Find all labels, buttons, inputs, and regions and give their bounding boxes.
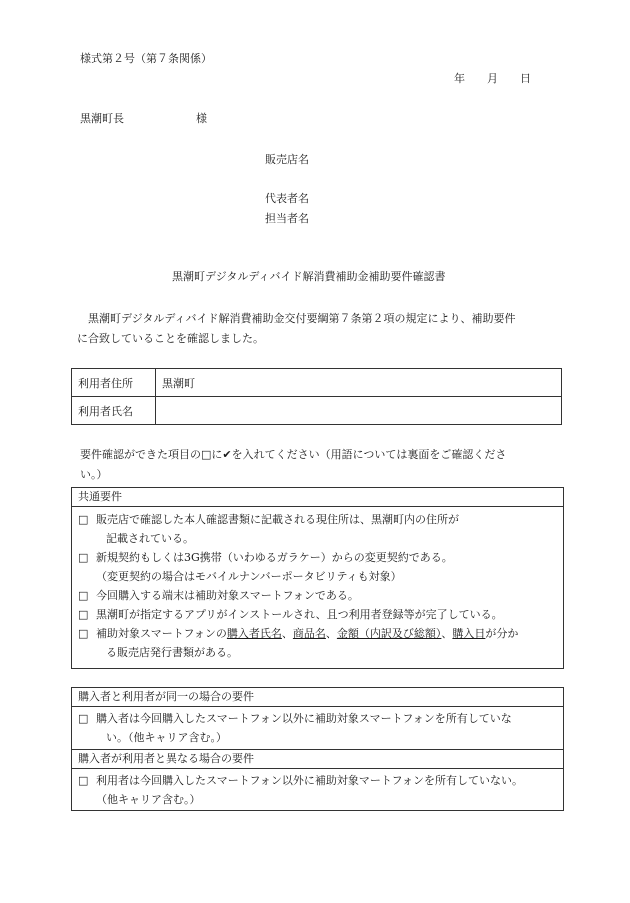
separator: 、 [281, 627, 293, 640]
requirement-text: 今回購入する端末は補助対象スマートフォンである。 [96, 589, 359, 602]
common-requirements-box [71, 487, 564, 669]
underlined-term: 商品名 [292, 627, 326, 640]
checkbox[interactable]: □ [78, 589, 89, 602]
user-info-table [71, 368, 562, 425]
address-row [72, 369, 562, 397]
instruction-line-1: 要件確認ができた項目の□に✔を入れてください（用語については裏面をご確認くださ [80, 448, 507, 461]
checkbox[interactable]: □ [78, 627, 89, 640]
form-number: 様式第２号（第７条関係） [80, 52, 212, 65]
requirement-note: （変更契約の場合はモバイルナンバーポータビリティも対象） [96, 570, 402, 583]
requirement-text: 販売店で確認した本人確認書類に記載される現住所は、黒潮町内の住所が [96, 513, 459, 526]
same-purchaser-heading: 購入者と利用者が同一の場合の要件 [78, 690, 254, 703]
name-field[interactable] [156, 397, 562, 425]
intro-line-2: に合致していることを確認しました。 [77, 332, 264, 345]
separator: 、 [441, 627, 453, 640]
requirement-text-cont: い。（他キャリア含む。） [106, 731, 227, 744]
requirement-text-cont: （他キャリア含む。） [96, 793, 201, 806]
requirement-item [72, 624, 563, 662]
common-requirements-heading: 共通要件 [78, 490, 122, 503]
date-line: 年 月 日 [454, 72, 531, 85]
representative-label: 代表者名 [265, 192, 309, 205]
name-row [72, 397, 562, 425]
requirement-text: 補助対象スマートフォンの [96, 627, 227, 640]
requirement-item [72, 605, 563, 624]
intro-line-1: 黒潮町デジタルディバイド解消費補助金交付要綱第７条第２項の規定により、補助要件 [88, 312, 516, 325]
name-label: 利用者氏名 [72, 397, 156, 425]
requirement-text: 利用者は今回購入したスマートフォン以外に補助対象マートフォンを所有していない。 [96, 774, 524, 787]
requirement-item [72, 510, 563, 548]
checkbox[interactable]: □ [78, 774, 89, 787]
requirement-item [72, 548, 563, 586]
requirement-item [72, 771, 563, 809]
requirement-item [72, 709, 563, 747]
requirement-text-cont: る販売店発行書類がある。 [106, 646, 238, 659]
different-purchaser-heading: 購入者が利用者と異なる場合の要件 [72, 749, 563, 768]
requirement-text: 黒潮町が指定するアプリがインストールされ、且つ利用者登録等が完了している。 [96, 608, 503, 621]
requirement-item [72, 586, 563, 605]
addressee-name: 黒潮町長 [80, 112, 124, 125]
checkbox[interactable]: □ [78, 513, 89, 526]
underlined-term: 購入日 [452, 627, 486, 640]
checkbox[interactable]: □ [78, 608, 89, 621]
checkbox[interactable]: □ [78, 551, 89, 564]
requirement-text-cont: 記載されている。 [106, 532, 194, 545]
staff-label: 担当者名 [265, 212, 309, 225]
address-field[interactable]: 黒潮町 [156, 369, 562, 397]
store-name-label: 販売店名 [265, 153, 309, 166]
purchaser-requirements-box [71, 687, 564, 811]
address-label: 利用者住所 [72, 369, 156, 397]
underlined-term: 金額（内訳及び総額） [336, 627, 442, 640]
separator: 、 [325, 627, 337, 640]
addressee-honorific: 様 [196, 112, 207, 125]
checkbox[interactable]: □ [78, 712, 89, 725]
underlined-term: 購入者氏名 [226, 627, 282, 640]
document-title: 黒潮町デジタルディバイド解消費補助金補助要件確認書 [172, 270, 446, 283]
requirement-text: が分か [485, 627, 519, 640]
requirement-text: 新規契約もしくは3G携帯（いわゆるガラケー）からの変更契約である。 [96, 551, 453, 564]
requirement-text: 購入者は今回購入したスマートフォン以外に補助対象スマートフォンを所有していな [96, 712, 512, 725]
instruction-line-2: い。） [80, 468, 108, 481]
